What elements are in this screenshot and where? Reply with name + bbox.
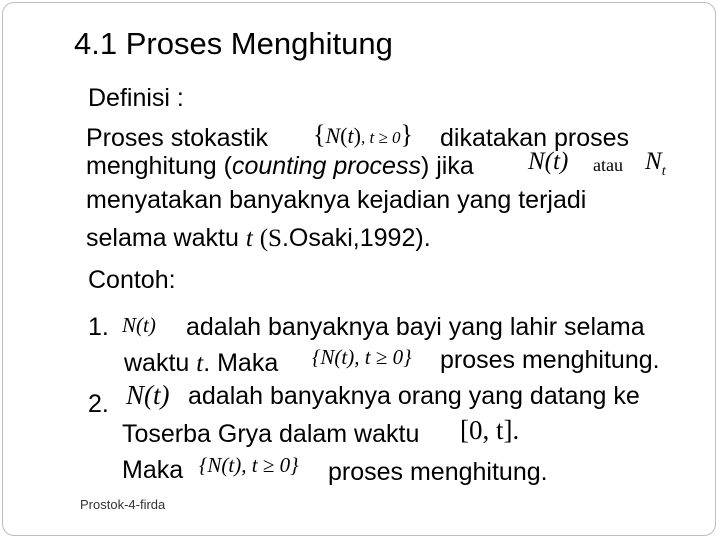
def-set-N: N xyxy=(325,123,341,148)
ex2-line3-maka: Maka xyxy=(122,456,184,484)
def-line4 xyxy=(86,224,431,253)
definition-label: Definisi : xyxy=(88,84,184,112)
def-line4-S: (S xyxy=(259,225,282,252)
def-set-close: } xyxy=(400,120,413,149)
ex2-interval-value: [0, t] xyxy=(460,415,513,445)
def-line2-N: N xyxy=(645,148,662,175)
def-line2-italic: counting process xyxy=(231,152,421,180)
def-set-cond: , t ≥ 0 xyxy=(360,128,401,147)
example-label: Contoh: xyxy=(88,266,176,294)
slide-footer: Prostok-4-firda xyxy=(80,497,166,512)
ex1-line2-end: proses menghitung. xyxy=(440,346,660,374)
ex1-Nt: N(t) xyxy=(122,313,156,337)
slide-title: 4.1 Proses Menghitung xyxy=(74,26,393,61)
ex2-period: . xyxy=(512,415,520,445)
def-line2-atau: atau xyxy=(593,155,623,175)
def-line4-a: selama waktu xyxy=(86,224,239,252)
def-line2-a: menghitung ( xyxy=(86,152,232,180)
ex2-line3-end: proses menghitung. xyxy=(328,458,548,486)
def-line2-Nt-sub xyxy=(645,148,666,180)
ex1-number: 1. xyxy=(88,313,109,341)
ex2-number: 2. xyxy=(88,390,109,418)
def-line2-sub: t xyxy=(661,164,666,179)
ex2-line2: Toserba Grya dalam waktu xyxy=(122,420,420,448)
ex1-line2-waktu: waktu xyxy=(124,349,190,377)
ex1-line2-a xyxy=(124,349,278,378)
def-line2-Nt: N(t) xyxy=(528,148,569,175)
def-set-paren-close: ) xyxy=(353,123,361,148)
def-line1-end: dikatakan proses xyxy=(440,124,630,152)
def-set-paren-open: ( xyxy=(340,123,348,148)
def-set-formula xyxy=(313,120,413,150)
ex2-interval xyxy=(460,415,519,446)
def-line1-text: Proses stokastik xyxy=(86,124,269,152)
ex1-set-formula: {N(t), t ≥ 0} xyxy=(312,345,412,369)
ex2-Nt: N(t) xyxy=(126,380,170,410)
ex1-line2-t: t xyxy=(196,350,204,377)
def-set-open: { xyxy=(313,120,326,149)
def-set-t: t xyxy=(347,123,354,148)
def-line3: menyatakan banyaknya kejadian yang terjadi xyxy=(86,186,587,214)
ex2-set-formula: {N(t), t ≥ 0} xyxy=(199,453,299,477)
ex2-line1: adalah banyaknya orang yang datang ke xyxy=(188,382,640,410)
ex1-line1: adalah banyaknya bayi yang lahir selama xyxy=(186,313,645,341)
ex1-line2-maka: . Maka xyxy=(203,349,279,377)
def-line4-b: .Osaki,1992). xyxy=(281,224,431,252)
def-line4-t: t xyxy=(245,225,253,252)
def-line2-b: ) jika xyxy=(420,152,474,180)
def-line2 xyxy=(86,152,474,181)
